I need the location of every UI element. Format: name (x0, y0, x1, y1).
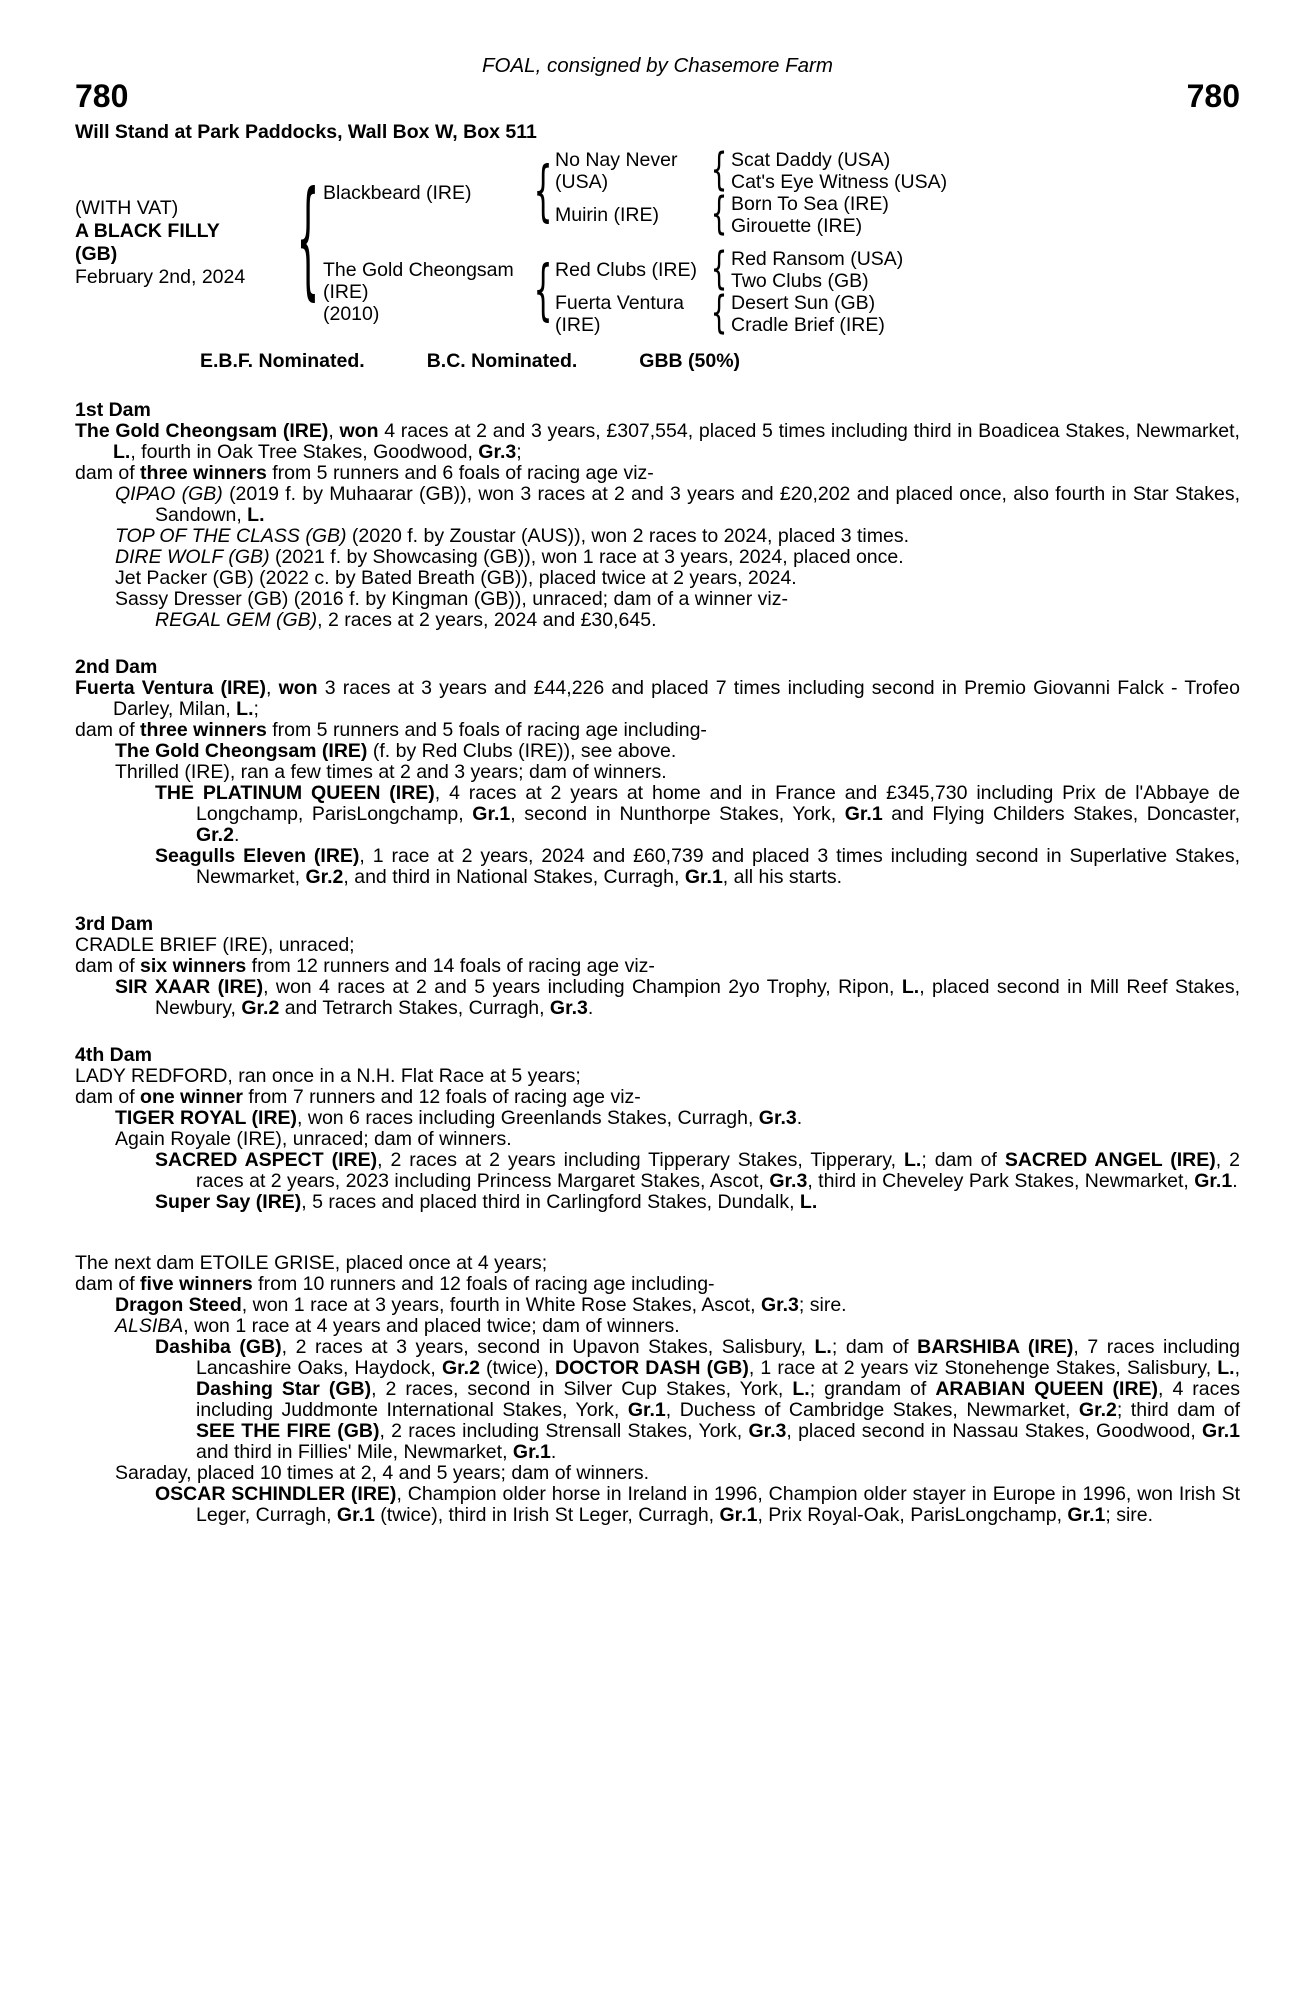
horse-name: THE PLATINUM QUEEN (IRE) (155, 782, 435, 804)
horse-name: TOP OF THE CLASS (GB) (115, 525, 347, 547)
section-heading: 2nd Dam (75, 656, 158, 678)
horse-name: Gr.3 (748, 1420, 787, 1442)
sire-sire-block (555, 145, 948, 197)
pedigree-paragraph: Sassy Dresser (GB) (2016 f. by Kingman (GB)), unraced; dam of a winner viz- (115, 588, 788, 610)
pedigree-paragraph: dam of one winner from 7 runners and 12 foals of racing age viz- (75, 1086, 641, 1108)
horse-name: Fuerta Ventura (IRE) (75, 677, 266, 699)
gbb-note: GBB (50%) (639, 350, 741, 372)
pedigree-paragraph: The Gold Cheongsam (IRE) (f. by Red Clubs (IRE)), see above. (115, 740, 677, 762)
horse-name: won (339, 420, 379, 442)
pedigree-paragraph: dam of six winners from 12 runners and 14 foals of racing age viz- (75, 955, 655, 977)
horse-name: three winners (140, 462, 267, 484)
horse-name: Gr.3 (769, 1170, 808, 1192)
pedigree-paragraph: ALSIBA, won 1 race at 4 years and placed twice; dam of winners. (115, 1315, 680, 1337)
pedigree-paragraph: dam of three winners from 5 runners and 5 foals of racing age including- (75, 719, 707, 741)
pedigree-paragraph: Super Say (IRE), 5 races and placed third in Carlingford Stakes, Dundalk, L. (155, 1191, 818, 1213)
horse-name: L. (1217, 1357, 1235, 1379)
horse-name: Super Say (IRE) (155, 1191, 302, 1213)
horse-name: Gr.1 (336, 1504, 375, 1526)
pedigree-paragraph: QIPAO (GB) (2019 f. by Muhaarar (GB)), won 3 races at 2 and 3 years and £20,202 and placed once, also fourth in Star Stakes, Sandown, L. (115, 483, 1240, 526)
subject-country-suffix: (GB) (75, 242, 118, 265)
horse-name: L. (113, 441, 131, 463)
dam-section (75, 914, 1240, 1019)
horse-name: Gr.2 (441, 1357, 480, 1379)
pedigree-paragraph: DIRE WOLF (GB) (2021 f. by Showcasing (GB)), won 1 race at 3 years, 2024, placed once. (115, 546, 904, 568)
grandparent-name: Two Clubs (GB) (731, 270, 869, 292)
horse-name: Gr.1 (1194, 1170, 1233, 1192)
horse-name: three winners (140, 719, 267, 741)
sire-sire-name: No Nay Never (USA) (555, 149, 678, 193)
pedigree-paragraph: REGAL GEM (GB), 2 races at 2 years, 2024 and £30,645. (155, 609, 657, 631)
dam-dam-block (555, 288, 903, 340)
horse-name: L. (814, 1336, 832, 1358)
sire-dam-block (555, 189, 947, 241)
horse-name: QIPAO (GB) (115, 483, 223, 505)
horse-name: The Gold Cheongsam (IRE) (75, 420, 329, 442)
horse-name: won (278, 677, 318, 699)
pedigree-brace-sire-dam: { (710, 189, 728, 241)
horse-name: DIRE WOLF (GB) (115, 546, 270, 568)
horse-name: Gr.1 (1067, 1504, 1106, 1526)
dam-half (323, 244, 947, 340)
horse-name: REGAL GEM (GB) (155, 609, 318, 631)
horse-name: ARABIAN QUEEN (IRE) (935, 1378, 1159, 1400)
dam-section (75, 400, 1240, 631)
pedigree-paragraph: The Gold Cheongsam (IRE), won 4 races at 2 and 3 years, £307,554, placed 5 times including third in Boadicea Stakes, Newmarket, L., fourth in Oak Tree Stakes, Goodwood, Gr.3; (75, 420, 1240, 463)
horse-name: BARSHIBA (IRE) (917, 1336, 1074, 1358)
grandparent-name: Cradle Brief (IRE) (731, 314, 885, 336)
horse-name: SACRED ANGEL (IRE) (1004, 1149, 1216, 1171)
horse-name: Gr.1 (1202, 1420, 1240, 1442)
horse-name: Dashiba (GB) (155, 1336, 282, 1358)
pedigree-tree (75, 145, 1240, 340)
horse-name: SIR XAAR (IRE) (115, 976, 264, 998)
vat-note: (WITH VAT) (75, 196, 179, 219)
pedigree-brace-sire-sire: { (710, 145, 728, 197)
grandparent-name: Desert Sun (GB) (731, 292, 876, 314)
dam-sire-name: Red Clubs (IRE) (555, 259, 697, 281)
grandparent-name: Scat Daddy (USA) (731, 149, 891, 171)
section-heading: 3rd Dam (75, 913, 154, 935)
bc-nomination: B.C. Nominated. (426, 350, 578, 372)
pedigree-paragraph: Again Royale (IRE), unraced; dam of winners. (115, 1128, 512, 1150)
subject-block (75, 197, 293, 289)
pedigree-paragraph: TOP OF THE CLASS (GB) (2020 f. by Zoustar (AUS)), won 2 races to 2024, placed 3 times. (115, 525, 910, 547)
horse-name: L. (903, 1149, 922, 1171)
dam-dam-name: Fuerta Ventura (IRE) (555, 292, 684, 336)
horse-name: Gr.1 (472, 803, 511, 825)
horse-name: Gr.1 (627, 1399, 666, 1421)
section-heading: 4th Dam (75, 1044, 152, 1066)
pedigree-paragraph: Seagulls Eleven (IRE), 1 race at 2 years, 2024 and £60,739 and placed 3 times including second in Superlative Stakes, Newmarket, Gr.2, and third in National Stakes, Curragh, Gr.1, all his starts. (155, 845, 1240, 888)
stand-location-line: Will Stand at Park Paddocks, Wall Box W, Box 511 (75, 121, 537, 143)
pedigree-brace-dam-sire: { (710, 244, 728, 296)
pedigree-brace-gen1: { (296, 167, 320, 314)
horse-name: SACRED ASPECT (IRE) (155, 1149, 378, 1171)
section-heading: 1st Dam (75, 399, 151, 421)
pedigree-paragraph: LADY REDFORD, ran once in a N.H. Flat Race at 5 years; (75, 1065, 581, 1087)
dam-sire-block (555, 244, 904, 296)
horse-name: Gr.2 (241, 997, 280, 1019)
grandparent-name: Cat's Eye Witness (USA) (731, 171, 948, 193)
horse-name: Gr.1 (719, 1504, 758, 1526)
pedigree-paragraph: dam of five winners from 10 runners and 12 foals of racing age including- (75, 1273, 715, 1295)
pedigree-paragraph: Dashiba (GB), 2 races at 3 years, second in Upavon Stakes, Salisbury, L.; dam of BARSHIBA (IRE), 7 races including Lancashire Oaks, Haydock, Gr.2 (twice), DOCTOR DASH (GB), 1 race at 2 years viz Stonehenge Stakes, Salisbury, L., Dashing Star (GB), 2 races, second in Silver Cup Stakes, York, L.; grandam of ARABIAN QUEEN (IRE), 4 races including Juddmonte International Stakes, York, Gr.1, Duchess of Cambridge Stakes, Newmarket, Gr.2; third dam of SEE THE FIRE (GB), 2 races including Strensall Stakes, York, Gr.3, placed second in Nassau Stakes, Goodwood, Gr.1 and third in Fillies' Mile, Newmarket, Gr.1. (155, 1336, 1241, 1463)
dam-section (75, 1045, 1240, 1213)
pedigree-brace-dam: { (533, 252, 553, 330)
horse-name: five winners (140, 1273, 253, 1295)
pedigree-generations (323, 145, 948, 340)
pedigree-paragraph: dam of three winners from 5 runners and 6 foals of racing age viz- (75, 462, 654, 484)
pedigree-paragraph: CRADLE BRIEF (IRE), unraced; (75, 934, 355, 956)
pedigree-paragraph: THE PLATINUM QUEEN (IRE), 4 races at 2 years at home and in France and £345,730 including Prix de l'Abbaye de Longchamp, ParisLongchamp, Gr.1, second in Nunthorpe Stakes, York, Gr.1 and Flying Childers Stakes, Doncaster, Gr.2. (155, 782, 1240, 846)
consignor-line: FOAL, consigned by Chasemore Farm (482, 54, 833, 77)
pedigree-paragraph: Jet Packer (GB) (2022 c. by Bated Breath (GB)), placed twice at 2 years, 2024. (115, 567, 797, 589)
horse-name: Gr.2 (1078, 1399, 1117, 1421)
nominations-row (75, 351, 1240, 372)
horse-name: Gr.1 (844, 803, 883, 825)
pedigree-brace-sire: { (533, 153, 553, 231)
dam-name: The Gold Cheongsam (IRE) (323, 259, 514, 303)
sire-half (323, 145, 948, 241)
pedigree-paragraph: The next dam ETOILE GRISE, placed once at 4 years; (75, 1252, 548, 1274)
horse-name: Gr.1 (684, 866, 723, 888)
horse-name: Gr.1 (512, 1441, 551, 1463)
horse-name: L. (792, 1378, 810, 1400)
horse-name: ALSIBA (115, 1315, 184, 1337)
horse-name: Gr.3 (478, 441, 517, 463)
dam-name-block (323, 259, 531, 325)
horse-name: one winner (140, 1086, 243, 1108)
horse-name: Dashing Star (GB) (196, 1378, 372, 1400)
horse-name: Gr.3 (549, 997, 588, 1019)
horse-name: SEE THE FIRE (GB) (196, 1420, 380, 1442)
horse-name: L. (236, 698, 254, 720)
horse-name: Gr.3 (758, 1107, 797, 1129)
lot-number-left: 780 (75, 78, 129, 114)
sire-dam-name: Muirin (IRE) (555, 204, 660, 226)
horse-name: Seagulls Eleven (IRE) (155, 845, 360, 867)
dam-section (75, 657, 1240, 888)
pedigree-brace-dam-dam: { (710, 288, 728, 340)
pedigree-sections (75, 400, 1240, 1526)
lot-number-right: 780 (1186, 78, 1240, 114)
horse-name: Gr.2 (305, 866, 344, 888)
horse-name: L. (901, 976, 920, 998)
horse-name: Dragon Steed (115, 1294, 242, 1316)
dam-year: (2010) (323, 303, 380, 325)
subject-name: A BLACK FILLY (75, 219, 220, 242)
grandparent-name: Girouette (IRE) (731, 215, 863, 237)
sire-name: Blackbeard (IRE) (323, 182, 472, 204)
dam-section (75, 1253, 1240, 1526)
grandparent-name: Born To Sea (IRE) (731, 193, 889, 215)
horse-name: L. (799, 1191, 818, 1213)
horse-name: Gr.2 (196, 824, 234, 846)
horse-name: The Gold Cheongsam (IRE) (115, 740, 368, 762)
horse-name: DOCTOR DASH (GB) (555, 1357, 749, 1379)
subject-foaling-date: February 2nd, 2024 (75, 265, 246, 288)
horse-name: six winners (140, 955, 247, 977)
pedigree-paragraph: OSCAR SCHINDLER (IRE), Champion older horse in Ireland in 1996, Champion older stayer in Europe in 1996, won Irish St Leger, Curragh, Gr.1 (twice), third in Irish St Leger, Curragh, Gr.1, Prix Royal-Oak, ParisLongchamp, Gr.1; sire. (155, 1483, 1240, 1526)
pedigree-paragraph: Thrilled (IRE), ran a few times at 2 and 3 years; dam of winners. (115, 761, 667, 783)
pedigree-paragraph: SACRED ASPECT (IRE), 2 races at 2 years including Tipperary Stakes, Tipperary, L.; dam of SACRED ANGEL (IRE), 2 races at 2 years, 2023 including Princess Margaret Stakes, Ascot, Gr.3, third in Cheveley Park Stakes, Newmarket, Gr.1. (155, 1149, 1240, 1192)
horse-name: Gr.3 (760, 1294, 799, 1316)
horse-name: TIGER ROYAL (IRE) (115, 1107, 298, 1129)
grandparent-name: Red Ransom (USA) (731, 248, 904, 270)
ebf-nomination: E.B.F. Nominated. (200, 350, 365, 372)
pedigree-paragraph: Fuerta Ventura (IRE), won 3 races at 3 years and £44,226 and placed 7 times including second in Premio Giovanni Falck - Trofeo Darley, Milan, L.; (75, 677, 1240, 720)
pedigree-paragraph: Saraday, placed 10 times at 2, 4 and 5 years; dam of winners. (115, 1462, 650, 1484)
pedigree-paragraph: Dragon Steed, won 1 race at 3 years, fourth in White Rose Stakes, Ascot, Gr.3; sire. (115, 1294, 847, 1316)
lot-number-row (75, 79, 1240, 113)
pedigree-paragraph: SIR XAAR (IRE), won 4 races at 2 and 5 years including Champion 2yo Trophy, Ripon, L., placed second in Mill Reef Stakes, Newbury, Gr.2 and Tetrarch Stakes, Curragh, Gr.3. (115, 976, 1241, 1019)
pedigree-paragraph: TIGER ROYAL (IRE), won 6 races including Greenlands Stakes, Curragh, Gr.3. (115, 1107, 803, 1129)
horse-name: L. (247, 504, 265, 526)
horse-name: OSCAR SCHINDLER (IRE) (155, 1483, 397, 1505)
